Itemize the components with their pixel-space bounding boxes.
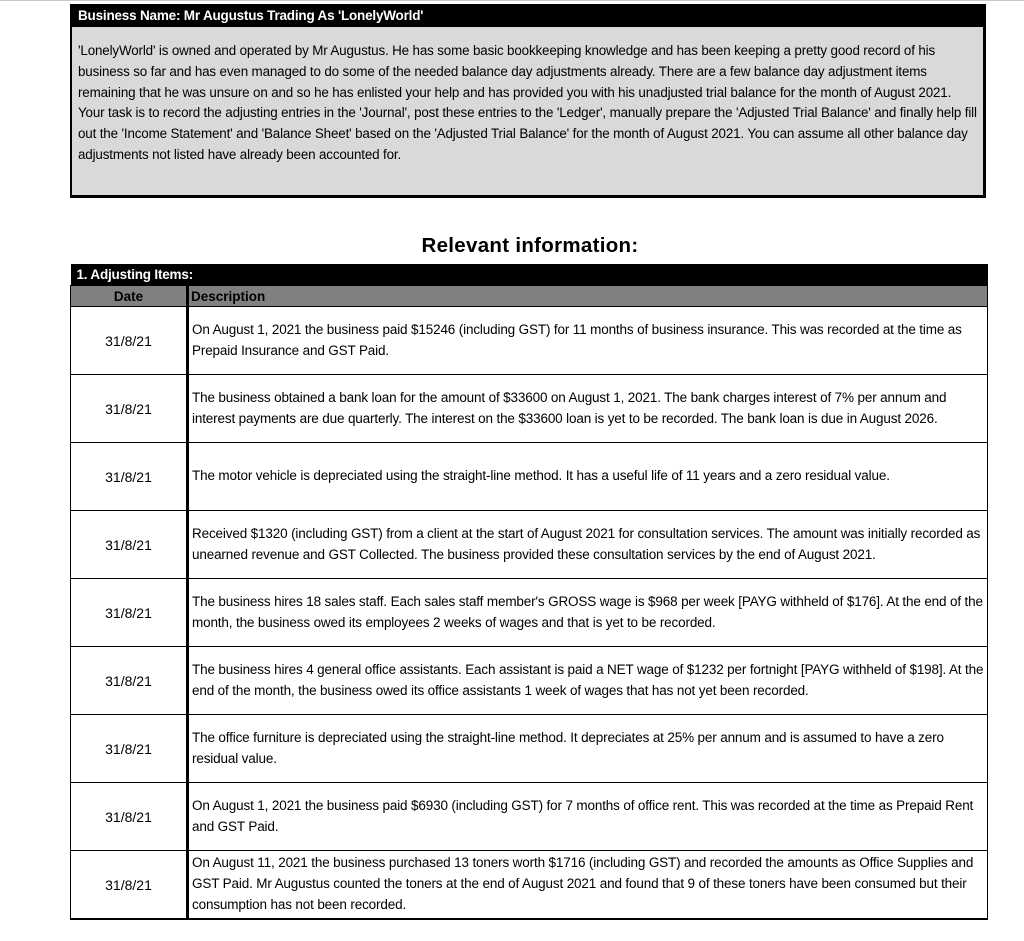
column-header-row — [71, 286, 988, 307]
item-date: 31/8/21 — [71, 715, 188, 783]
table-row — [71, 579, 988, 647]
item-date: 31/8/21 — [71, 647, 188, 715]
table-row — [71, 715, 988, 783]
item-date: 31/8/21 — [71, 851, 188, 920]
item-description: On August 1, 2021 the business paid $15246 (including GST) for 11 months of business insurance. This was recorded at the time as Prepaid Insurance and GST Paid. — [188, 307, 988, 375]
table-row — [71, 851, 988, 920]
section-header-row — [71, 264, 988, 286]
table-row — [71, 783, 988, 851]
item-date: 31/8/21 — [71, 375, 188, 443]
item-description: The office furniture is depreciated using the straight-line method. It depreciates at 25% per annum and is assumed to have a zero residual value. — [188, 715, 988, 783]
item-description: The business hires 18 sales staff. Each sales staff member's GROSS wage is $968 per week [PAYG withheld of $176]. At the end of the month, the business owed its employees 2 weeks of wages and that is yet to be recorded. — [188, 579, 988, 647]
item-description: The business obtained a bank loan for the amount of $33600 on August 1, 2021. The bank charges interest of 7% per annum and interest payments are due quarterly. The interest on the $33600 loan is yet to be recorded. The bank loan is due in August 2026. — [188, 375, 988, 443]
table-row — [71, 443, 988, 511]
item-description: On August 1, 2021 the business paid $6930 (including GST) for 7 months of office rent. This was recorded at the time as Prepaid Rent and GST Paid. — [188, 783, 988, 851]
item-description: Received $1320 (including GST) from a client at the start of August 2021 for consultation services. The amount was initially recorded as unearned revenue and GST Collected. The business provided these consultation services by the end of August 2021. — [188, 511, 988, 579]
description-column-header: Description — [188, 286, 988, 307]
date-column-header: Date — [71, 286, 188, 307]
adjusting-items-title: 1. Adjusting Items: — [71, 264, 988, 286]
item-date: 31/8/21 — [71, 443, 188, 511]
top-divider — [0, 0, 1024, 1]
item-date: 31/8/21 — [71, 783, 188, 851]
business-intro-text: 'LonelyWorld' is owned and operated by Mr Augustus. He has some basic bookkeeping knowledge and has been keeping a pretty good record of his business so far and has even managed to do some of the needed balance day adjustments already. There are a few balance day adjustment items remaining that he was unsure on and so he has enlisted your help and has provided you with his unadjusted trial balance for the month of August 2021. Your task is to record the adjusting entries in the 'Journal', post these entries to the 'Ledger', manually prepare the 'Adjusted Trial Balance' and finally help fill out the 'Income Statement' and 'Balance Sheet' based on the 'Adjusted Trial Balance' for the month of August 2021. You can assume all other balance day adjustments not listed have already been accounted for. — [78, 43, 977, 162]
item-description: The motor vehicle is depreciated using the straight-line method. It has a useful life of 11 years and a zero residual value. — [188, 443, 988, 511]
relevant-information-title: Relevant information: — [421, 234, 639, 257]
table-row — [71, 307, 988, 375]
item-date: 31/8/21 — [71, 579, 188, 647]
table-row — [71, 511, 988, 579]
item-date: 31/8/21 — [71, 307, 188, 375]
table-row — [71, 647, 988, 715]
business-name-header: Business Name: Mr Augustus Trading As 'LonelyWorld' — [72, 4, 983, 27]
adjusting-items-table — [70, 264, 988, 920]
business-intro-box — [70, 4, 986, 198]
item-description: On August 11, 2021 the business purchased 13 toners worth $1716 (including GST) and recorded the amounts as Office Supplies and GST Paid. Mr Augustus counted the toners at the end of August 2021 and found that 9 of these toners have been consumed but their consumption has not been recorded. — [188, 851, 988, 920]
item-date: 31/8/21 — [71, 511, 188, 579]
item-description: The business hires 4 general office assistants. Each assistant is paid a NET wage of $1232 per fortnight [PAYG withheld of $198]. At the end of the month, the business owed its office assistants 1 week of wages that has not yet been recorded. — [188, 647, 988, 715]
table-row — [71, 375, 988, 443]
